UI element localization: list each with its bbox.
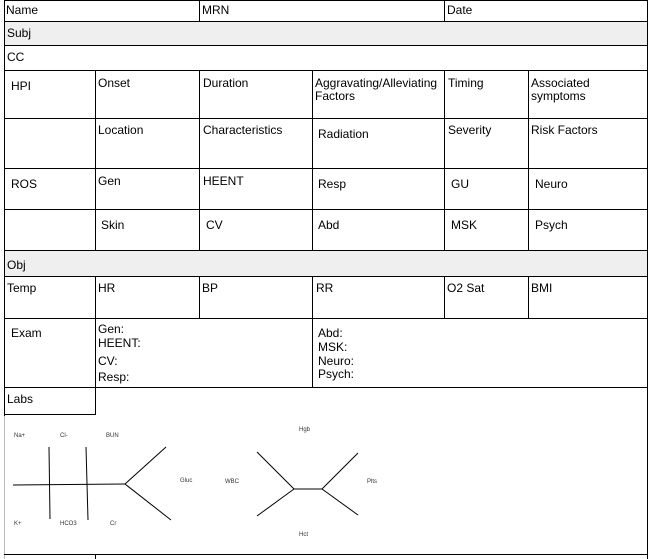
hpi-severity-field[interactable]: Severity <box>448 123 492 137</box>
ros-cv-field[interactable]: CV <box>206 218 223 232</box>
hpi-radiation-field[interactable]: Radiation <box>318 127 369 141</box>
bmp-na-label[interactable]: Na+ <box>14 433 26 439</box>
mrn-field-label[interactable]: MRN <box>202 3 230 17</box>
exam-abd-label[interactable]: Abd: <box>318 326 343 340</box>
hpi-duration-field[interactable]: Duration <box>203 76 249 90</box>
bmp-cr-label[interactable]: Cr <box>110 521 117 527</box>
bmp-cl-label[interactable]: Cl- <box>60 433 68 439</box>
exam-msk-label[interactable]: MSK: <box>318 340 348 354</box>
cbc-plts-label[interactable]: Plts <box>367 479 378 485</box>
ros-neuro-field[interactable]: Neuro <box>535 177 568 191</box>
vitals-bmi-field[interactable]: BMI <box>531 281 553 295</box>
vitals-hr-field[interactable]: HR <box>98 281 116 295</box>
bmp-bun-label[interactable]: BUN <box>106 433 119 439</box>
ros-gu-field[interactable]: GU <box>451 177 469 191</box>
ros-heent-field[interactable]: HEENT <box>203 174 244 188</box>
divider <box>4 554 648 555</box>
exam-label: Exam <box>11 326 42 340</box>
bmp-gluc-label[interactable]: Gluc <box>180 478 193 484</box>
exam-neuro-label[interactable]: Neuro: <box>318 354 355 368</box>
ros-abd-field[interactable]: Abd <box>318 218 340 232</box>
ros-gen-field[interactable]: Gen <box>98 174 121 188</box>
cbc-hct-label[interactable]: Hct <box>299 532 308 538</box>
bmp-k-label[interactable]: K+ <box>14 521 22 527</box>
hpi-associated-symptoms-field[interactable]: Associated symptoms <box>531 76 590 103</box>
hpi-onset-field[interactable]: Onset <box>98 76 131 90</box>
hpi-characteristics-field[interactable]: Characteristics <box>203 123 283 137</box>
exam-gen-label[interactable]: Gen: <box>98 322 125 336</box>
vitals-bp-field[interactable]: BP <box>202 281 219 295</box>
exam-psych-label[interactable]: Psych: <box>318 367 355 381</box>
hpi-timing-field[interactable]: Timing <box>448 76 484 90</box>
ros-msk-field[interactable]: MSK <box>451 218 478 232</box>
vitals-rr-field[interactable]: RR <box>316 281 334 295</box>
ros-resp-field[interactable]: Resp <box>318 177 347 191</box>
ros-psych-field[interactable]: Psych <box>535 218 568 232</box>
hpi-aggravating-alleviating-field[interactable]: Aggravating/Alleviating Factors <box>315 76 438 103</box>
vitals-temp-field[interactable]: Temp <box>7 281 37 295</box>
labs-label: Labs <box>7 392 34 406</box>
bmp-hco3-label[interactable]: HCO3 <box>60 521 77 527</box>
divider <box>95 554 96 559</box>
hpi-risk-factors-field[interactable]: Risk Factors <box>531 123 598 137</box>
ros-skin-field[interactable]: Skin <box>101 218 125 232</box>
hpi-location-field[interactable]: Location <box>98 123 144 137</box>
obj-section-label: Obj <box>7 258 26 272</box>
exam-resp-label[interactable]: Resp: <box>98 370 130 384</box>
cbc-hgb-label[interactable]: Hgb <box>299 427 311 433</box>
name-field-label[interactable]: Name <box>6 3 39 17</box>
exam-cv-label[interactable]: CV: <box>98 354 118 368</box>
ros-label: ROS <box>11 177 38 191</box>
exam-heent-label[interactable]: HEENT: <box>98 336 141 350</box>
cbc-wbc-label[interactable]: WBC <box>225 479 239 485</box>
hpi-label: HPI <box>11 79 32 93</box>
subj-section-label: Subj <box>7 26 32 40</box>
cc-field-label[interactable]: CC <box>7 50 25 64</box>
date-field-label[interactable]: Date <box>447 3 473 17</box>
vitals-o2-sat-field[interactable]: O2 Sat <box>447 281 485 295</box>
